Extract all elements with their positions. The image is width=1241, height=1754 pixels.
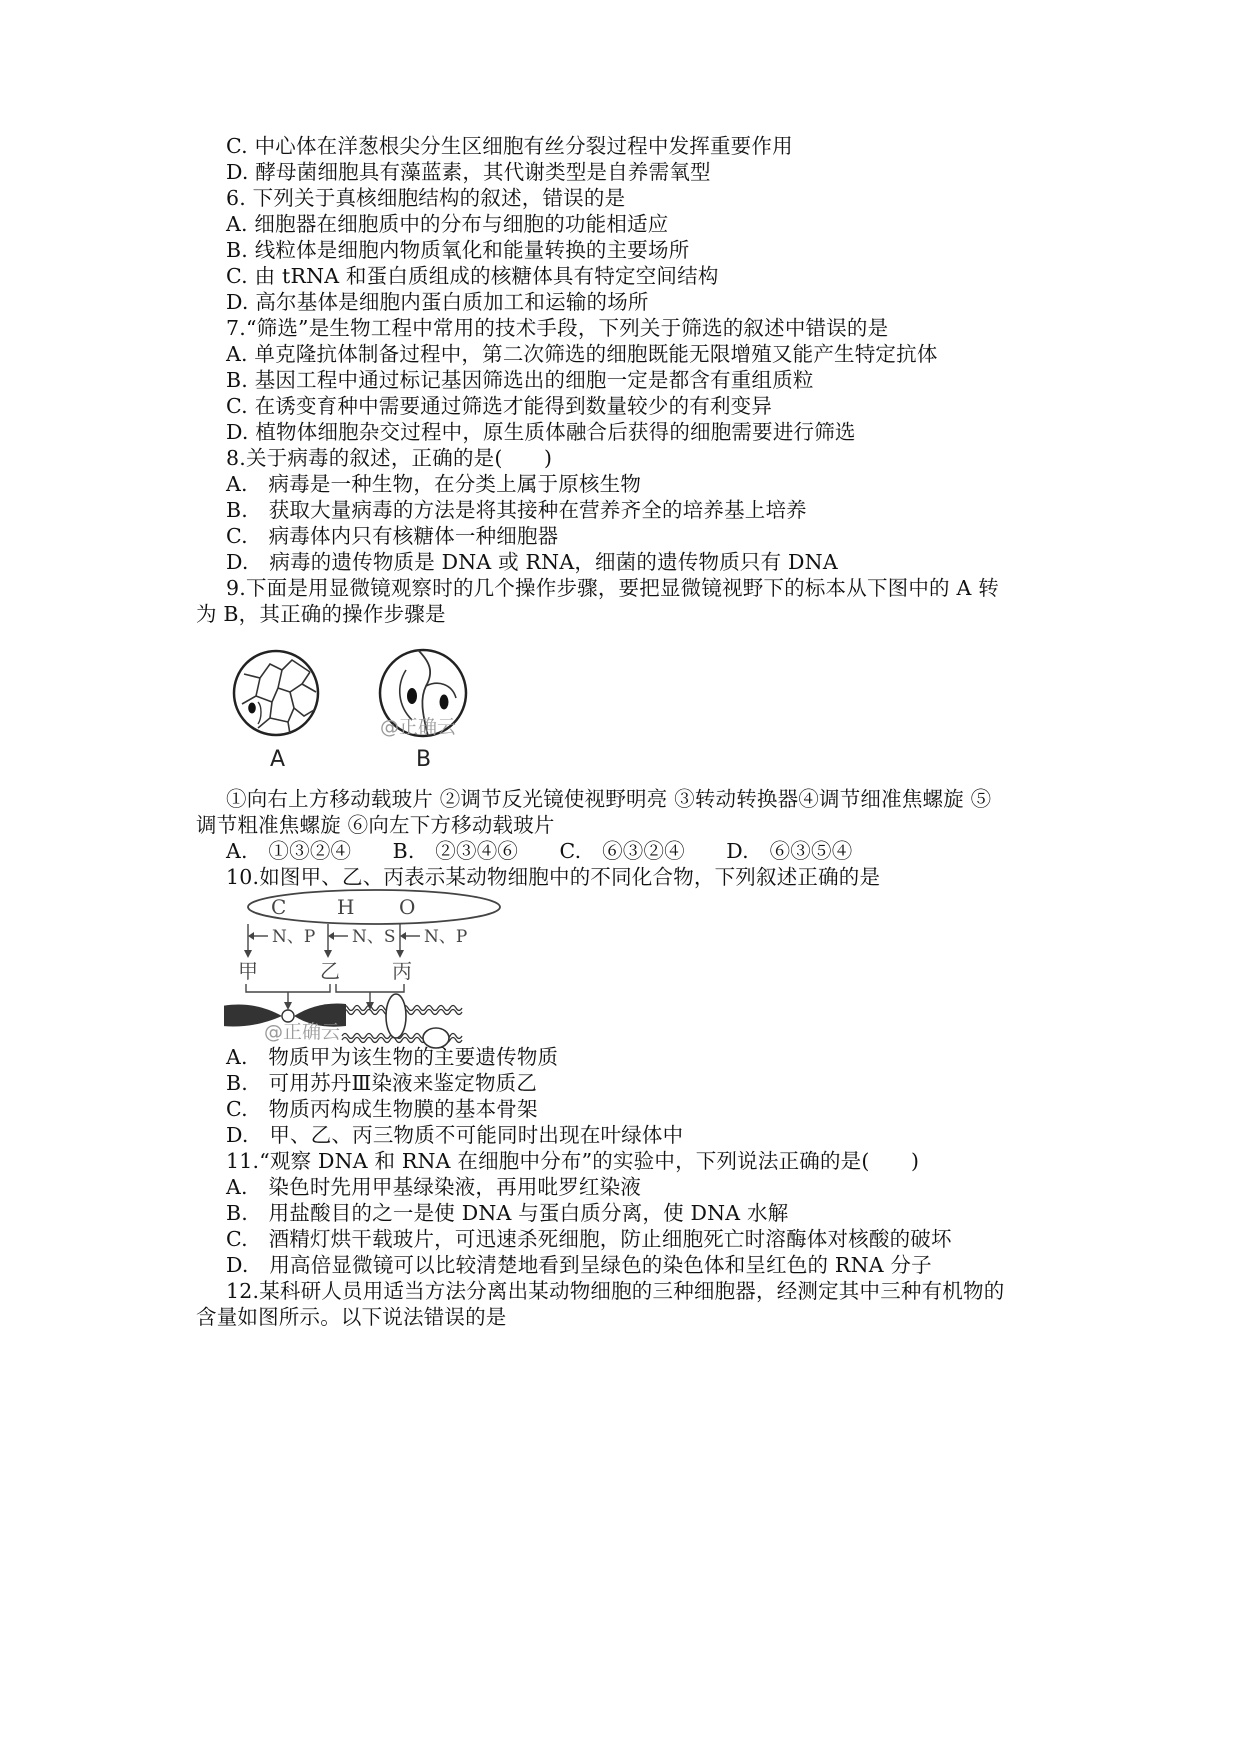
- compounds-figure: [224, 888, 544, 1056]
- element-o: O: [399, 895, 416, 919]
- field-a: [234, 651, 318, 735]
- compound-bing: 丙: [392, 959, 412, 983]
- q11-option-d: D. 用高倍显微镜可以比较清楚地看到呈绿色的染色体和呈红色的 RNA 分子: [226, 1253, 932, 1277]
- watermark-1: @正确云: [380, 716, 457, 738]
- element-h: H: [337, 895, 355, 919]
- label-np-1: N、P: [272, 927, 316, 947]
- q10-option-a: A. 物质甲为该生物的主要遗传物质: [226, 1045, 559, 1069]
- q8-option-c: C. 病毒体内只有核糖体一种细胞器: [226, 524, 559, 548]
- q6-option-d: D. 高尔基体是细胞内蛋白质加工和运输的场所: [226, 290, 649, 314]
- q11-option-b: B. 用盐酸目的之一是使 DNA 与蛋白质分离，使 DNA 水解: [226, 1201, 789, 1225]
- compound-jia: 甲: [238, 959, 258, 983]
- q7-option-d: D. 植物体细胞杂交过程中，原生质体融合后获得的细胞需要进行筛选: [226, 420, 856, 444]
- q6-option-a: A. 细胞器在细胞质中的分布与细胞的功能相适应: [226, 212, 669, 236]
- q6-option-c: C. 由 tRNA 和蛋白质组成的核糖体具有特定空间结构: [226, 264, 719, 288]
- q8-option-b: B. 获取大量病毒的方法是将其接种在营养齐全的培养基上培养: [226, 498, 807, 522]
- q7-option-a: A. 单克隆抗体制备过程中，第二次筛选的细胞既能无限增殖又能产生特定抗体: [226, 342, 938, 366]
- q6-option-b: B. 线粒体是细胞内物质氧化和能量转换的主要场所: [226, 238, 690, 262]
- q5-option-d: D. 酵母菌细胞具有藻蓝素，其代谢类型是自养需氧型: [226, 160, 711, 184]
- q10-option-d: D. 甲、乙、丙三物质不可能同时出现在叶绿体中: [226, 1123, 684, 1147]
- q7-option-b: B. 基因工程中通过标记基因筛选出的细胞一定是都含有重组质粒: [226, 368, 814, 392]
- q8-stem: 8.关于病毒的叙述，正确的是( ): [226, 446, 553, 470]
- q7-option-c: C. 在诱变育种中需要通过筛选才能得到数量较少的有利变异: [226, 394, 773, 418]
- field-b-label: B: [416, 747, 432, 772]
- q8-option-d: D. 病毒的遗传物质是 DNA 或 RNA，细菌的遗传物质只有 DNA: [226, 550, 838, 574]
- q10-option-c: C. 物质丙构成生物膜的基本骨架: [226, 1097, 538, 1121]
- watermark-2: @正确云: [264, 1021, 341, 1043]
- q9-stem-line-1: 9.下面是用显微镜观察时的几个操作步骤，要把显微镜视野下的标本从下图中的 A 转: [226, 576, 999, 600]
- q9-options: A. ①③②④ B. ②③④⑥ C. ⑥③②④ D. ⑥③⑤④: [226, 839, 853, 863]
- q10-stem: 10.如图甲、乙、丙表示某动物细胞中的不同化合物，下列叙述正确的是: [226, 865, 881, 889]
- q11-option-a: A. 染色时先用甲基绿染液，再用吡罗红染液: [226, 1175, 642, 1199]
- microscope-fields-svg: [230, 626, 530, 774]
- q10-option-b: B. 可用苏丹Ⅲ染液来鉴定物质乙: [226, 1071, 538, 1095]
- label-np-2: N、P: [424, 927, 468, 947]
- q9-steps-line-2: 调节粗准焦螺旋 ⑥向左下方移动载玻片: [196, 813, 555, 837]
- compounds-diagram-svg: [224, 888, 544, 1056]
- q8-option-a: A. 病毒是一种生物，在分类上属于原核生物: [226, 472, 642, 496]
- compound-yi: 乙: [320, 959, 340, 983]
- microscope-figure: [230, 626, 530, 774]
- q7-stem: 7.“筛选”是生物工程中常用的技术手段，下列关于筛选的叙述中错误的是: [226, 316, 889, 340]
- membrane-drawing: [342, 994, 462, 1048]
- q6-stem: 6. 下列关于真核细胞结构的叙述，错误的是: [226, 186, 626, 210]
- q11-option-c: C. 酒精灯烘干载玻片，可迅速杀死细胞，防止细胞死亡时溶酶体对核酸的破坏: [226, 1227, 952, 1251]
- label-ns: N、S: [352, 927, 396, 947]
- q9-stem-line-2: 为 B，其正确的操作步骤是: [196, 602, 446, 626]
- q12-stem-line-1: 12.某科研人员用适当方法分离出某动物细胞的三种细胞器，经测定其中三种有机物的: [226, 1279, 1005, 1303]
- q9-steps-line-1: ①向右上方移动载玻片 ②调节反光镜使视野明亮 ③转动转换器④调节细准焦螺旋 ⑤: [226, 787, 992, 811]
- field-a-label: A: [270, 747, 286, 772]
- q12-stem-line-2: 含量如图所示。以下说法错误的是: [196, 1305, 507, 1329]
- q5-option-c: C. 中心体在洋葱根尖分生区细胞有丝分裂过程中发挥重要作用: [226, 134, 793, 158]
- q11-stem: 11.“观察 DNA 和 RNA 在细胞中分布”的实验中，下列说法正确的是( ): [226, 1149, 920, 1173]
- element-c: C: [271, 895, 287, 919]
